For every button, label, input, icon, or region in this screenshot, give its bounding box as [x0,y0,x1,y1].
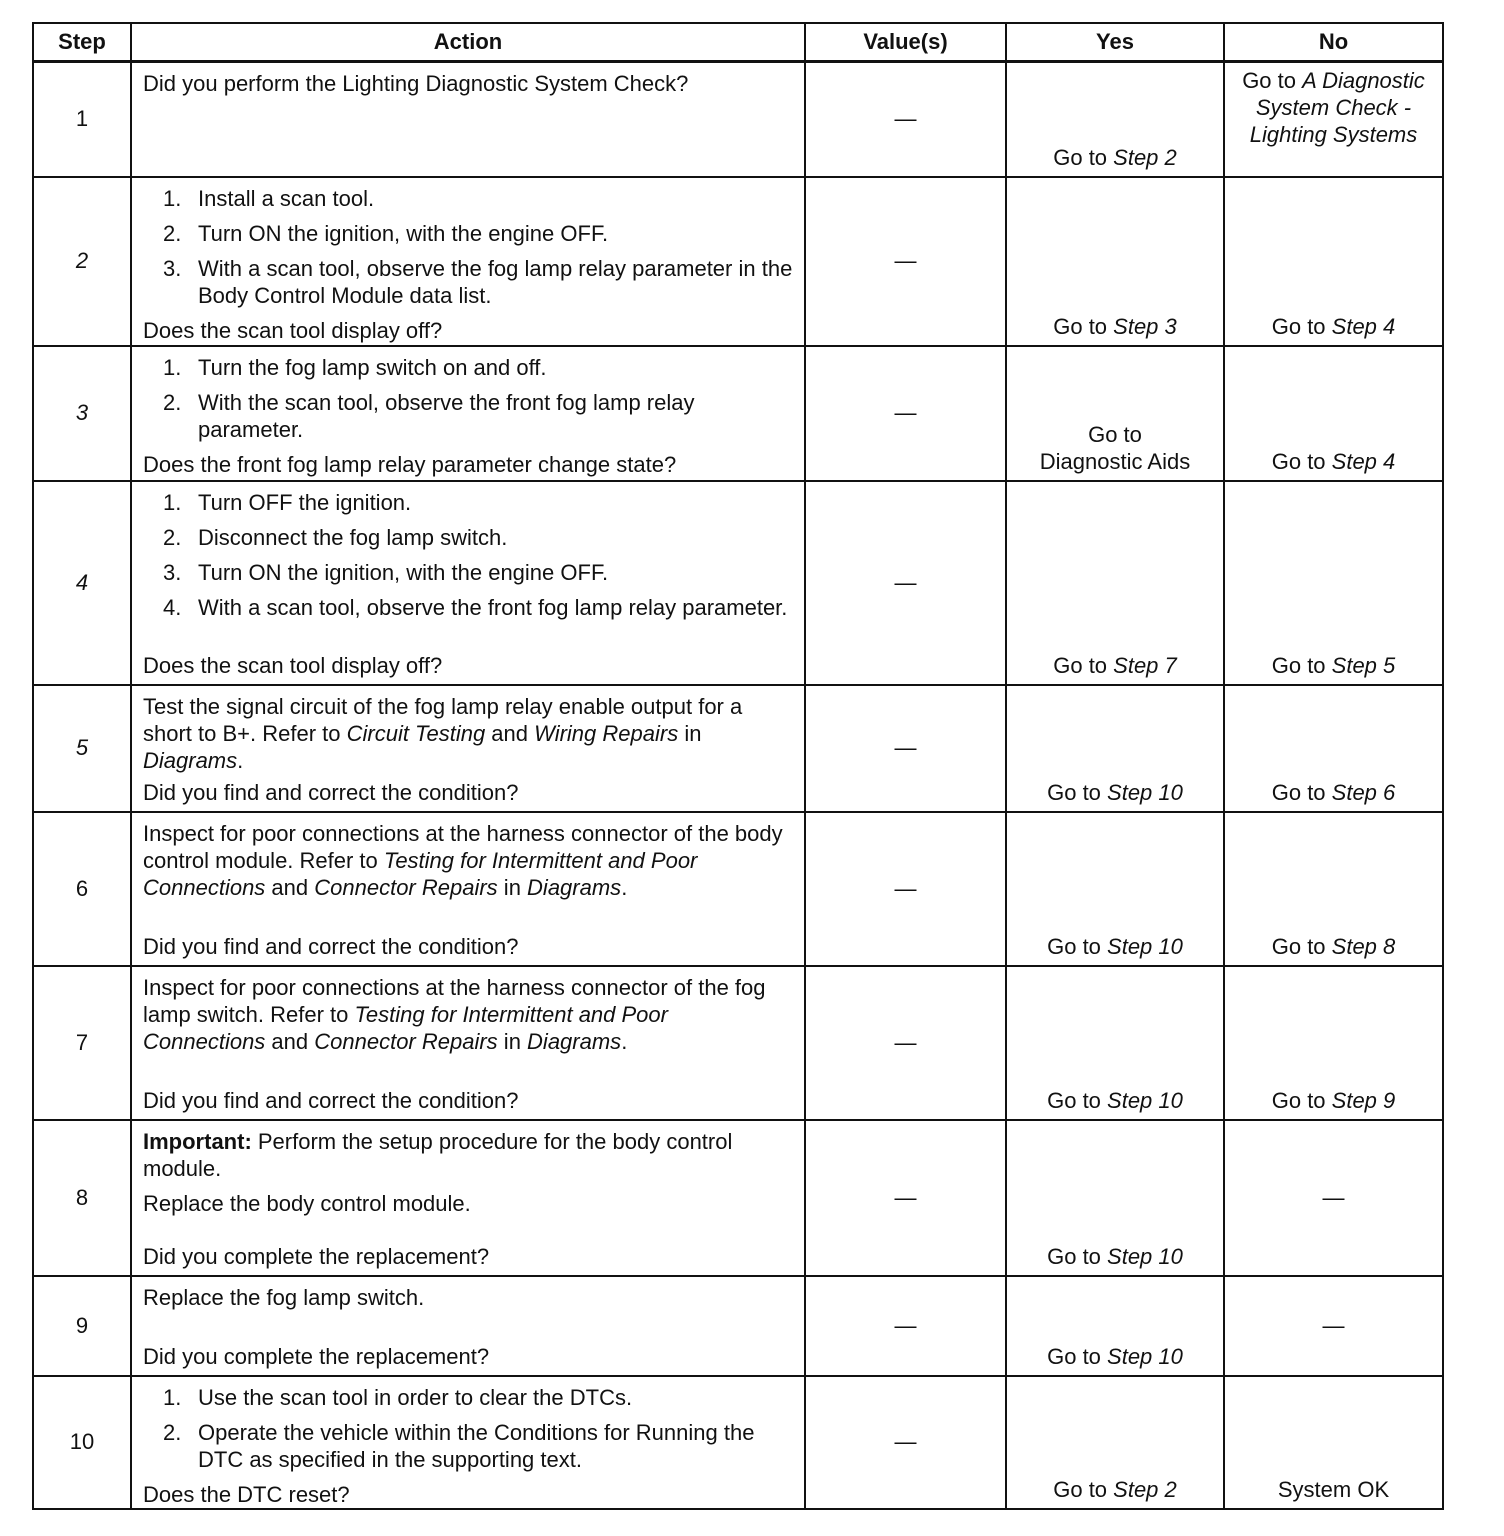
instruction-list [143,185,794,317]
step-row-2 [33,177,1443,346]
action-question: Did you find and correct the condition? [143,933,519,959]
step-row-7 [33,966,1443,1120]
no-cell: — [1224,1120,1443,1276]
yes-cell[interactable]: Go to Step 10 [1006,812,1224,966]
yes-step-link[interactable]: Step 2 [1113,144,1177,170]
action-question: Did you complete the replacement? [143,1343,490,1369]
no-cell[interactable]: Go to Step 9 [1224,966,1443,1120]
wiring-repairs-link[interactable]: Wiring Repairs [534,720,679,746]
step-number: 3 [33,346,131,481]
action-text: Inspect for poor connections at the harness connector of the body control module. Refer to Testing for Intermittent and Poor Connections and Connector Repairs in Diagrams. [143,820,783,900]
no-cell: — [1224,1276,1443,1376]
step-number: 9 [33,1276,131,1376]
important-label: Important: [143,1128,252,1154]
value-cell: — [805,346,1006,481]
yes-cell[interactable]: Go to Step 10 [1006,1276,1224,1376]
action-cell [131,481,805,685]
value-cell: — [805,685,1006,812]
yes-cell[interactable] [1006,61,1224,177]
step-row-4 [33,481,1443,685]
action-cell [131,966,805,1120]
instruction-item: 2. Disconnect the fog lamp switch. [163,524,508,550]
no-step-link[interactable]: Step 4 [1331,448,1396,474]
step-number: 8 [33,1120,131,1276]
step-row-8 [33,1120,1443,1276]
no-cell[interactable]: Go to Step 8 [1224,812,1443,966]
header-step: Step [33,23,131,61]
action-question: Does the DTC reset? [143,1481,350,1507]
no-step-link[interactable]: Step 4 [1331,313,1396,339]
no-cell: System OK [1224,1376,1443,1509]
action-question: Does the front fog lamp relay parameter change state? [143,451,677,477]
action-text: Inspect for poor connections at the harness connector of the fog lamp switch. Refer to Testing for Intermittent and Poor Connections and Connector Repairs in Diagrams. [143,974,766,1054]
no-step-link[interactable]: Step 9 [1331,1087,1396,1113]
yes-cell[interactable]: Go to Step 10 [1006,966,1224,1120]
diagrams-link[interactable]: Diagrams [527,1028,622,1054]
step-row-3 [33,346,1443,481]
step-row-5 [33,685,1443,812]
circuit-testing-link[interactable]: Circuit Testing [346,720,486,746]
step-number: 4 [33,481,131,685]
step-row-6 [33,812,1443,966]
value-cell: — [805,1120,1006,1276]
no-cell[interactable]: Go to Step 4 [1224,346,1443,481]
instruction-item: 1. Turn OFF the ignition. [163,489,412,515]
instruction-item: 2. Operate the vehicle within the Conditions for Running the DTC as specified in the supporting text. [163,1419,755,1472]
action-cell [131,177,805,346]
action-cell [131,61,805,177]
yes-cell[interactable]: Go to Step 7 [1006,481,1224,685]
instruction-item: 1. Install a scan tool. [163,185,375,211]
no-cell[interactable]: Go to Step 6 [1224,685,1443,812]
value-cell: — [805,61,1006,177]
no-cell[interactable]: Go to Step 4 [1224,177,1443,346]
yes-cell[interactable]: Go to Step 10 [1006,1120,1224,1276]
action-question: Does the scan tool display off? [143,317,443,343]
header-action: Action [131,23,805,61]
action-cell [131,1276,805,1376]
no-step-link[interactable]: Step 6 [1331,779,1396,805]
diagnostic-aids-link[interactable]: Diagnostic Aids [1039,448,1191,474]
yes-cell[interactable]: Go to Step 2 [1006,1376,1224,1509]
step-row-10 [33,1376,1443,1509]
value-cell: — [805,812,1006,966]
instruction-item: 2. With the scan tool, observe the front fog lamp relay parameter. [163,389,695,442]
header-values: Value(s) [805,23,1006,61]
connector-repairs-link[interactable]: Connector Repairs [314,874,498,900]
value-cell: — [805,966,1006,1120]
step-row-1 [33,61,1443,177]
no-prefix: Go to [1242,67,1303,93]
action-question: Did you complete the replacement? [143,1243,490,1269]
yes-step-link[interactable]: Step 10 [1107,1087,1183,1113]
yes-step-link[interactable]: Step 10 [1107,1343,1183,1369]
step-row-9 [33,1276,1443,1376]
action-cell [131,812,805,966]
yes-step-link[interactable]: Step 10 [1107,933,1183,959]
no-step-link[interactable]: Step 5 [1331,652,1396,678]
instruction-item: 1. Use the scan tool in order to clear the DTCs. [163,1384,633,1410]
diagrams-link[interactable]: Diagrams [527,874,622,900]
important-note: Important: Perform the setup procedure for the body control module. [143,1128,733,1181]
action-text: Test the signal circuit of the fog lamp relay enable output for a short to B+. Refer to Circuit Testing and Wiring Repairs in Diagrams. [143,693,743,773]
action-question: Did you find and correct the condition? [143,779,519,805]
no-cell[interactable] [1224,61,1443,177]
diagnostic-table [32,22,1444,1510]
testing-intermittent-link[interactable]: Testing for Intermittent and Poor Connections [143,847,698,900]
header-no: No [1224,23,1443,61]
yes-cell[interactable]: Go to Step 10 [1006,685,1224,812]
testing-intermittent-link[interactable]: Testing for Intermittent and Poor Connections [143,1001,668,1054]
yes-cell[interactable]: Go to Step 3 [1006,177,1224,346]
step-number: 6 [33,812,131,966]
action-cell [131,346,805,481]
action-instruction: Replace the fog lamp switch. [143,1284,425,1310]
no-system-check-link[interactable]: A Diagnostic System Check - Lighting Systems [1249,67,1425,147]
value-cell: — [805,481,1006,685]
header-yes: Yes [1006,23,1224,61]
step-number: 5 [33,685,131,812]
value-cell: — [805,1276,1006,1376]
action-instruction: Replace the body control module. [143,1190,471,1216]
no-step-link[interactable]: Step 8 [1331,933,1396,959]
action-cell [131,1376,805,1509]
yes-step-link[interactable]: Step 2 [1113,1476,1177,1502]
diagrams-link[interactable]: Diagrams [143,747,238,773]
step-number: 2 [33,177,131,346]
instruction-list [143,354,794,451]
yes-step-link[interactable]: Step 10 [1107,1243,1183,1269]
yes-step-link[interactable]: Step 7 [1113,652,1177,678]
yes-cell[interactable]: Go to Diagnostic Aids [1006,346,1224,481]
step-number: 7 [33,966,131,1120]
instruction-item: 3. With a scan tool, observe the fog lamp relay parameter in the Body Control Module data list. [163,255,793,308]
instruction-item: 2. Turn ON the ignition, with the engine OFF. [163,220,609,246]
action-question: Did you find and correct the condition? [143,1087,519,1113]
value-cell: — [805,177,1006,346]
instruction-item: 3. Turn ON the ignition, with the engine OFF. [163,559,609,585]
action-question: Does the scan tool display off? [143,652,443,678]
instruction-item: 1. Turn the fog lamp switch on and off. [163,354,547,380]
connector-repairs-link[interactable]: Connector Repairs [314,1028,498,1054]
step-number: 10 [33,1376,131,1509]
action-cell [131,1120,805,1276]
header-row [33,23,1443,61]
value-cell: — [805,1376,1006,1509]
instruction-list [143,489,794,629]
instruction-item: 4. With a scan tool, observe the front fog lamp relay parameter. [163,594,788,620]
no-cell[interactable]: Go to Step 5 [1224,481,1443,685]
yes-prefix: Go to [1053,144,1114,170]
yes-step-link[interactable]: Step 3 [1113,313,1177,339]
action-text: Did you perform the Lighting Diagnostic System Check? [143,70,689,96]
instruction-list [143,1384,794,1481]
step-number: 1 [33,61,131,177]
action-cell [131,685,805,812]
yes-step-link[interactable]: Step 10 [1107,779,1183,805]
